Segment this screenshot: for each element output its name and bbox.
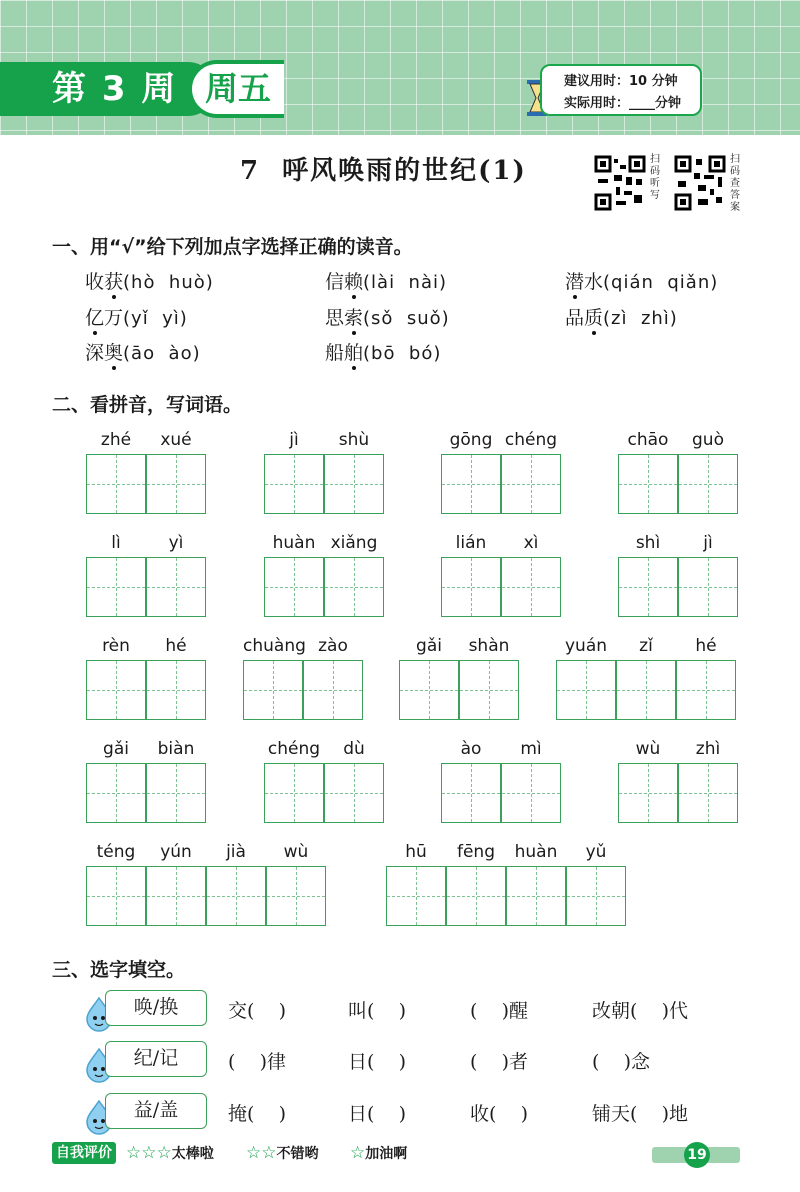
pinyin-options: (bō bó): [363, 343, 442, 364]
pinyin-syllable: hé: [695, 636, 717, 656]
pinyin-syllable: shàn: [468, 636, 510, 656]
rating-three-stars[interactable]: [126, 1142, 214, 1165]
qr-code-answer-icon[interactable]: [674, 155, 726, 211]
pinyin-syllable: wù: [635, 739, 661, 759]
writing-box[interactable]: [146, 454, 206, 514]
pinyin-syllable: yǔ: [585, 842, 607, 862]
lesson-number: 7: [240, 156, 261, 186]
fill-blank[interactable]: 叫( ): [348, 1000, 406, 1022]
word-char: 船: [325, 342, 345, 364]
day-label: 周五: [188, 60, 284, 118]
pinyin-syllable: rèn: [102, 636, 130, 656]
writing-box[interactable]: [566, 866, 626, 926]
fill-blank[interactable]: ( )醒: [470, 1000, 528, 1022]
fill-blank[interactable]: 交( ): [228, 1000, 286, 1022]
fill-blank[interactable]: ( )律: [228, 1051, 286, 1073]
pinyin-syllable: zǐ: [639, 636, 653, 656]
pinyin-syllable: chéng: [504, 430, 558, 450]
writing-box[interactable]: [556, 660, 616, 720]
pinyin-syllable: yuán: [564, 636, 608, 656]
fill-blank[interactable]: ( )念: [592, 1051, 650, 1073]
pinyin-syllable: huàn: [514, 842, 558, 862]
pinyin-syllable: wù: [283, 842, 309, 862]
pinyin-syllable: huàn: [272, 533, 316, 553]
pinyin-options: (yǐ yì): [123, 308, 188, 329]
pinyin-options: (zì zhì): [603, 308, 678, 329]
writing-box[interactable]: [501, 557, 561, 617]
qr-answer-label: 扫码查答案: [730, 154, 740, 213]
fill-blank[interactable]: 日( ): [348, 1051, 406, 1073]
char-choice-pair: 唤/换: [105, 990, 207, 1026]
writing-box[interactable]: [459, 660, 519, 720]
actual-time: 实际用时：____分钟: [564, 96, 682, 111]
dotted-char: 获: [104, 271, 124, 293]
pinyin-syllable: ào: [460, 739, 482, 759]
pinyin-syllable: yún: [160, 842, 192, 862]
rating-two-stars[interactable]: [246, 1142, 318, 1165]
writing-box[interactable]: [264, 763, 324, 823]
word-char: 深: [85, 342, 105, 364]
writing-box[interactable]: [446, 866, 506, 926]
writing-box[interactable]: [206, 866, 266, 926]
word-char: 收: [85, 271, 105, 293]
writing-box[interactable]: [146, 557, 206, 617]
writing-box[interactable]: [506, 866, 566, 926]
char-choice-pair: 纪/记: [105, 1041, 207, 1077]
reading-item[interactable]: [565, 267, 718, 294]
writing-box[interactable]: [441, 763, 501, 823]
pinyin-syllable: lì: [111, 533, 121, 553]
pinyin-syllable: zhì: [695, 739, 721, 759]
pinyin-syllable: chuàng: [243, 636, 306, 656]
dotted-char: 赖: [344, 271, 364, 293]
char-choice-pair: 益/盖: [105, 1093, 207, 1129]
writing-box[interactable]: [618, 763, 678, 823]
writing-box[interactable]: [501, 763, 561, 823]
writing-box[interactable]: [146, 660, 206, 720]
pinyin-syllable: mì: [520, 739, 542, 759]
pinyin-options: (qián qiǎn): [603, 272, 719, 293]
fill-blank[interactable]: 铺天( )地: [592, 1103, 688, 1125]
pinyin-syllable: gōng: [449, 430, 493, 450]
reading-item[interactable]: [85, 338, 201, 365]
pinyin-syllable: yì: [168, 533, 184, 553]
pinyin-options: (āo ào): [123, 343, 201, 364]
writing-box[interactable]: [243, 660, 303, 720]
pinyin-syllable: xué: [160, 430, 192, 450]
word-char: 信: [325, 271, 345, 293]
writing-box[interactable]: [441, 454, 501, 514]
star-icon: ☆☆☆: [126, 1143, 172, 1163]
word-char: 品: [565, 307, 585, 329]
rating-one-star[interactable]: [350, 1142, 407, 1165]
dotted-char: 奥: [104, 342, 124, 364]
word-char: 水: [584, 271, 604, 293]
section3-heading: 三、选字填空。: [52, 959, 186, 981]
fill-blank[interactable]: 日( ): [348, 1103, 406, 1125]
pinyin-syllable: chéng: [267, 739, 321, 759]
reading-item[interactable]: [85, 303, 188, 330]
pinyin-syllable: dù: [343, 739, 365, 759]
pinyin-syllable: biàn: [157, 739, 195, 759]
pinyin-syllable: jià: [226, 842, 246, 862]
writing-box[interactable]: [441, 557, 501, 617]
section1-heading: 一、用“√”给下列加点字选择正确的读音。: [52, 236, 413, 258]
section2-heading: 二、看拼音，写词语。: [52, 394, 243, 416]
pinyin-syllable: jì: [703, 533, 713, 553]
writing-box[interactable]: [264, 454, 324, 514]
pinyin-syllable: zhé: [100, 430, 132, 450]
word-char: 万: [104, 307, 124, 329]
writing-box[interactable]: [324, 454, 384, 514]
rating-3-text: 太棒啦: [171, 1146, 214, 1162]
pinyin-syllable: fēng: [456, 842, 495, 862]
writing-box[interactable]: [86, 866, 146, 926]
dotted-char: 亿: [85, 307, 105, 329]
reading-item[interactable]: [85, 267, 214, 294]
writing-box[interactable]: [678, 763, 738, 823]
lesson-name: 呼风唤雨的世纪(1): [282, 156, 527, 186]
pinyin-syllable: zào: [318, 636, 348, 656]
qr-code-listen-icon[interactable]: [594, 155, 646, 211]
star-icon: ☆: [350, 1143, 366, 1163]
writing-box[interactable]: [676, 660, 736, 720]
rating-1-text: 加油啊: [365, 1146, 408, 1162]
dotted-char: 舶: [344, 342, 364, 364]
pinyin-syllable: lián: [455, 533, 487, 553]
star-icon: ☆☆: [246, 1143, 277, 1163]
pinyin-syllable: shù: [338, 430, 370, 450]
self-eval-label: 自我评价: [52, 1142, 116, 1164]
page-number: 19: [684, 1142, 710, 1168]
pinyin-options: (lài nài): [363, 272, 447, 293]
pinyin-syllable: téng: [96, 842, 136, 862]
time-box: [540, 64, 702, 116]
pinyin-syllable: hé: [165, 636, 187, 656]
fill-blank[interactable]: 收( ): [470, 1103, 528, 1125]
dotted-char: 质: [584, 307, 604, 329]
pinyin-syllable: gǎi: [103, 739, 129, 759]
pinyin-syllable: xì: [523, 533, 539, 553]
pinyin-syllable: hū: [405, 842, 427, 862]
reading-item[interactable]: [325, 303, 450, 330]
writing-box[interactable]: [678, 454, 738, 514]
reading-item[interactable]: [565, 303, 678, 330]
word-char: 思: [325, 307, 345, 329]
pinyin-options: (hò huò): [123, 272, 214, 293]
pinyin-syllable: guò: [692, 430, 724, 450]
lesson-title: [240, 150, 527, 187]
writing-box[interactable]: [616, 660, 676, 720]
reading-item[interactable]: [325, 338, 441, 365]
writing-box[interactable]: [386, 866, 446, 926]
writing-box[interactable]: [678, 557, 738, 617]
suggested-time: 建议用时：10 分钟: [564, 74, 678, 89]
writing-box[interactable]: [501, 454, 561, 514]
fill-blank[interactable]: 掩( ): [228, 1103, 286, 1125]
writing-box[interactable]: [146, 763, 206, 823]
dotted-char: 潜: [565, 271, 585, 293]
writing-box[interactable]: [86, 660, 146, 720]
writing-box[interactable]: [86, 454, 146, 514]
dotted-char: 索: [344, 307, 364, 329]
writing-box[interactable]: [86, 557, 146, 617]
pinyin-syllable: xiǎng: [330, 533, 378, 553]
writing-box[interactable]: [324, 763, 384, 823]
qr-listen-label: 扫码听写: [650, 154, 660, 201]
week-label: 第 3 周: [0, 62, 215, 116]
reading-item[interactable]: [325, 267, 447, 294]
fill-blank[interactable]: ( )者: [470, 1051, 528, 1073]
rating-2-text: 不错哟: [276, 1146, 319, 1162]
fill-blank[interactable]: 改朝( )代: [592, 1000, 688, 1022]
writing-box[interactable]: [86, 763, 146, 823]
writing-box[interactable]: [264, 557, 324, 617]
pinyin-syllable: chāo: [627, 430, 669, 450]
writing-box[interactable]: [399, 660, 459, 720]
pinyin-syllable: gǎi: [416, 636, 442, 656]
writing-box[interactable]: [303, 660, 363, 720]
pinyin-syllable: jì: [289, 430, 299, 450]
pinyin-options: (sǒ suǒ): [363, 308, 450, 329]
writing-box[interactable]: [324, 557, 384, 617]
pinyin-syllable: shì: [635, 533, 661, 553]
writing-box[interactable]: [618, 454, 678, 514]
writing-box[interactable]: [618, 557, 678, 617]
writing-box[interactable]: [266, 866, 326, 926]
writing-box[interactable]: [146, 866, 206, 926]
